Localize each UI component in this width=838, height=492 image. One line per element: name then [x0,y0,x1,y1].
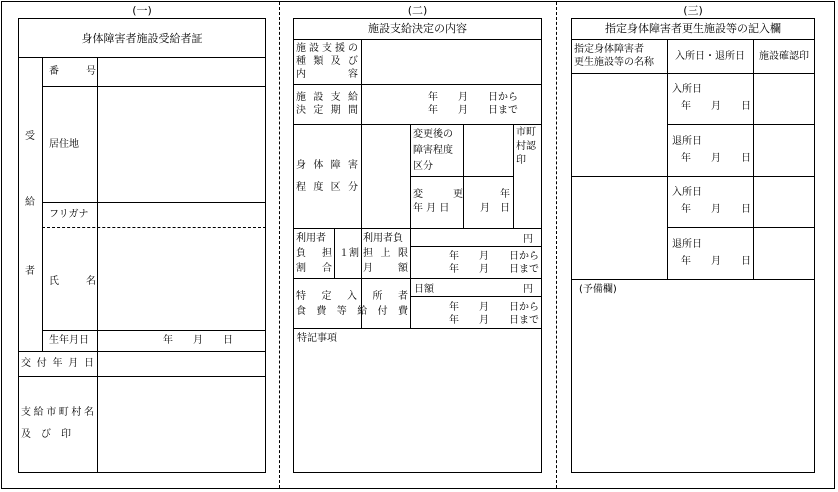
burden-rate: １割 [339,248,359,259]
recipient-label-2: 給 [25,197,35,208]
after-change-label-2: 障害程度 [413,145,453,156]
city-seal-mark-2: 村認 [516,141,536,152]
name-label-1: 氏 [49,276,59,287]
period-label-1: 施設支給 [296,92,358,103]
confirm-label: 施設確認印 [759,51,809,62]
limit-yen: 円 [523,234,533,245]
disability-label-2: 程度区分 [296,182,358,193]
address-label: 居住地 [49,139,79,150]
change-date-label-2: 年 月 日 [413,203,450,214]
decision-title: 施設支給決定の内容 [368,22,467,35]
change-date-label-1: 変 更 [413,189,463,200]
city-seal-mark-3: 印 [516,155,526,166]
limit-label-3: 月額 [363,263,408,274]
separator-left [279,2,280,488]
number-label-1: 番 [49,66,59,77]
recipient-label-3: 者 [25,266,35,277]
food-yen: 円 [523,284,533,295]
limit-label-2: 担上限 [363,248,408,259]
type-label-1: 施設支援の [296,43,358,54]
city-seal-label-2: 及 び 印 [21,429,71,440]
limit-from: 年 月 日から [449,251,539,262]
disability-label-1: 身体障害 [296,160,358,171]
separator-right [556,2,557,488]
period-to: 年 月 日まで [428,105,518,116]
change-date-month-day: 月 日 [480,203,510,214]
notes-label: (予備欄) [579,284,617,295]
section-2-heading: (二) [407,4,428,17]
in-out-label: 入所日・退所日 [675,51,745,62]
food-label-2: 食費等給付費 [296,306,408,317]
facility-title: 指定身体障害者更生施設等の記入欄 [605,22,781,35]
recipient-label-1: 受 [25,131,35,142]
limit-label-1: 利用者負 [363,233,403,244]
section-3-heading: (三) [683,4,703,17]
type-label-3: 内 容 [296,69,358,80]
type-label-2: 種類及び [296,56,358,67]
entry-date-1: 年 月 日 [681,101,751,112]
after-change-label-3: 区分 [413,161,433,172]
food-from: 年 月 日から [449,302,539,313]
facility-name-label-2: 更生施設等の名称 [574,57,654,68]
period-from: 年 月 日から [428,92,518,103]
certificate-title: 身体障害者施設受給者証 [81,32,203,45]
furigana-label: フリガナ [49,209,89,220]
burden-label-1: 利用者 [296,233,326,244]
entry-label-1: 入所日 [672,84,702,95]
facility-name-label-1: 指定身体障害者 [574,44,644,55]
city-seal-mark-1: 市町 [516,127,536,138]
daily-label: 日額 [414,284,434,295]
food-to: 年 月 日まで [449,315,539,326]
exit-label-2: 退所日 [672,239,702,250]
burden-label-3: 割合 [296,263,332,274]
entry-label-2: 入所日 [672,187,702,198]
period-label-2: 決定期間 [296,105,358,116]
city-seal-label-1: 支給市町村名 [21,407,94,418]
entry-date-2: 年 月 日 [681,204,751,215]
exit-date-2: 年 月 日 [681,256,751,267]
after-change-label-1: 変更後の [413,129,453,140]
issue-label: 交付年月日 [21,358,94,369]
birth-label: 生年月日 [49,335,89,346]
exit-label-1: 退所日 [672,136,702,147]
section-1-heading: (一) [132,4,152,17]
birth-value: 年 月 日 [163,335,233,346]
food-label-1: 特定入所者 [296,291,408,302]
name-label-2: 名 [86,276,96,287]
burden-label-2: 負担 [296,248,332,259]
exit-date-1: 年 月 日 [681,153,751,164]
remarks-label: 特記事項 [297,333,337,344]
change-date-year: 年 [500,189,510,200]
limit-to: 年 月 日まで [449,264,539,275]
number-label-2: 号 [86,66,96,77]
